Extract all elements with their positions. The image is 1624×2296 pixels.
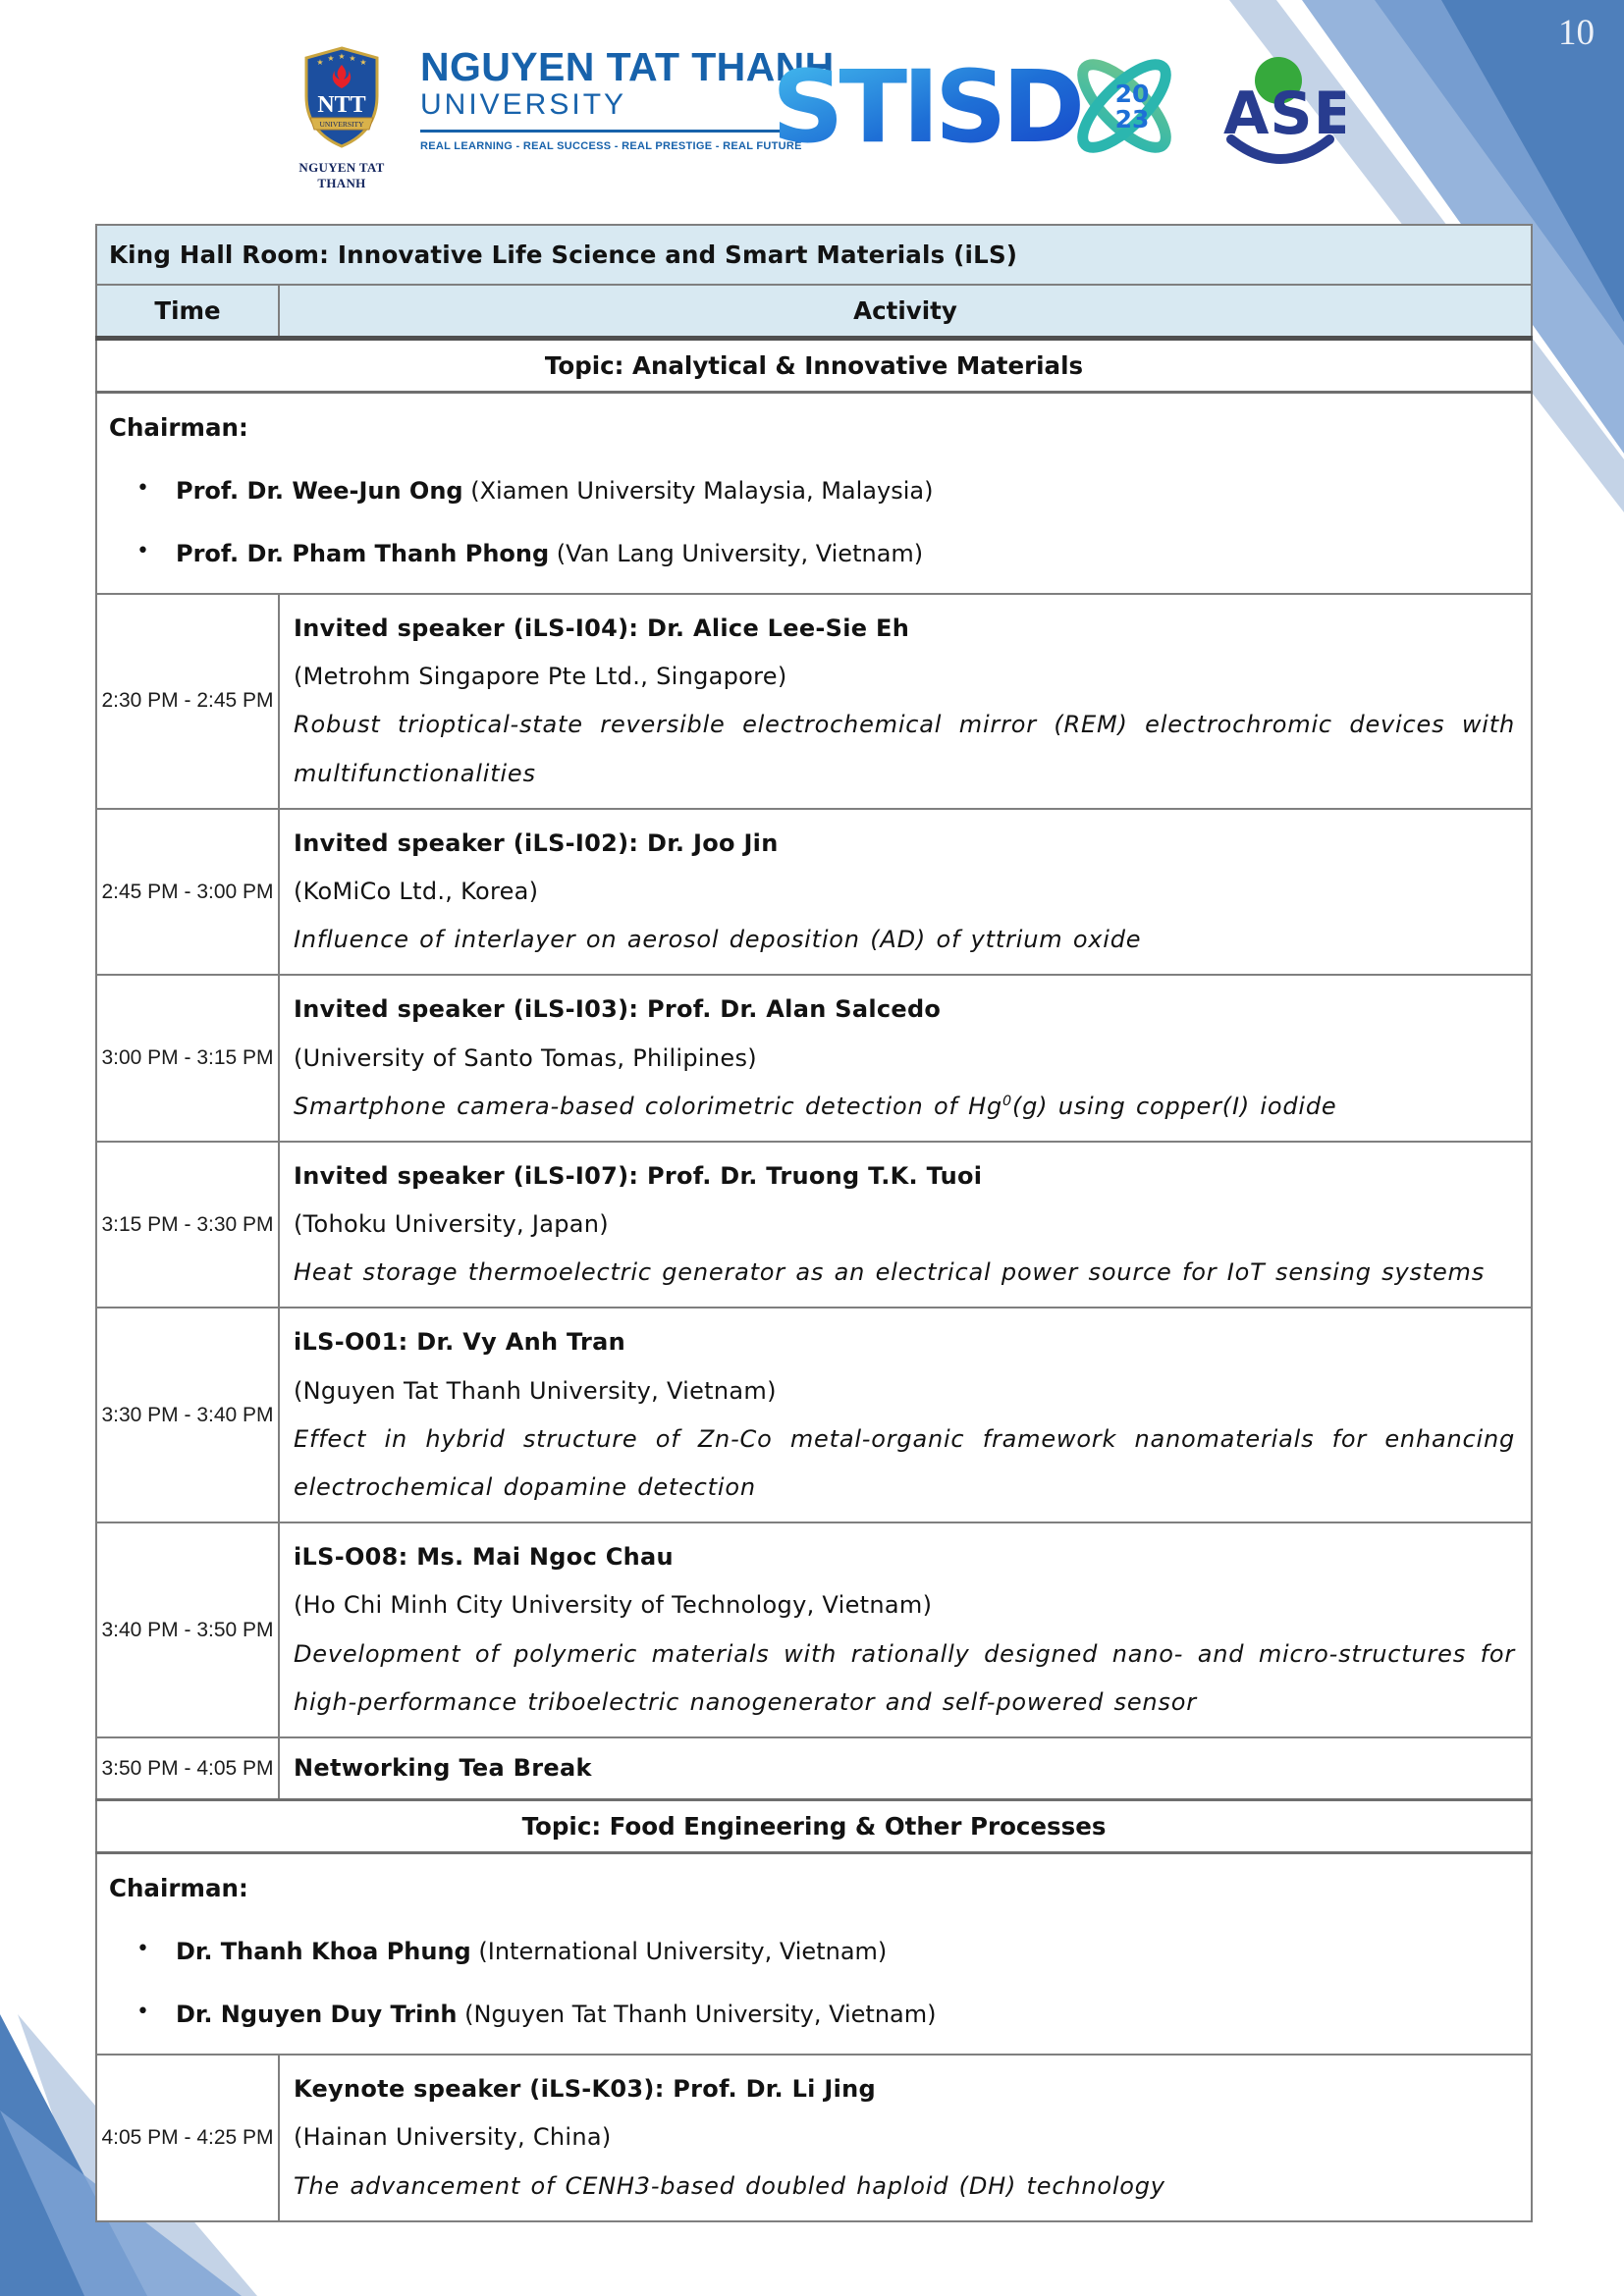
svg-text:★: ★ (327, 54, 335, 63)
session-title: Heat storage thermoelectric generator as an electrical power source for IoT sensing systems (294, 1258, 1486, 1287)
session-heading: iLS-O01: Dr. Vy Anh Tran (294, 1328, 626, 1357)
session-affiliation: (Tohoku University, Japan) (294, 1210, 609, 1239)
activity-cell (279, 809, 1532, 976)
session-heading: iLS-O08: Ms. Mai Ngoc Chau (294, 1543, 674, 1572)
svg-text:★: ★ (359, 58, 367, 67)
chairman-member-name: Dr. Nguyen Duy Trinh (176, 2001, 458, 2029)
activity-cell (279, 2055, 1532, 2221)
activity-cell (279, 1142, 1532, 1308)
stisd-2023-logo (776, 45, 1188, 172)
activity-cell (279, 1308, 1532, 1522)
session-heading: Keynote speaker (iLS-K03): Prof. Dr. Li Jing (294, 2075, 876, 2104)
session-title: Smartphone camera-based colorimetric detection of Hg$^0$(g) using copper(I) iodide (294, 1092, 1337, 1120)
bullet-icon: • (136, 539, 149, 563)
chairman-item (136, 530, 1517, 577)
chairman-item (136, 467, 1517, 514)
table-row (96, 1853, 1532, 2056)
stisd-wordmark: STISD (776, 49, 1081, 166)
bullet-icon: • (136, 1937, 149, 1962)
session-heading: Invited speaker (iLS-I03): Prof. Dr. Alan Salcedo (294, 995, 942, 1024)
activity-cell (279, 1737, 1532, 1800)
table-row (96, 975, 1532, 1142)
session-title: Influence of interlayer on aerosol deposition (AD) of yttrium oxide (294, 926, 1142, 954)
chairman-member-text: Prof. Dr. Wee-Jun Ong (Xiamen University Malaysia, Malaysia) (176, 477, 934, 505)
room-title-row (96, 225, 1532, 285)
session-title: The advancement of CENH3-based doubled haploid (DH) technology (294, 2171, 1165, 2200)
page-number: 10 (1558, 13, 1595, 53)
chairman-label: Chairman: (109, 413, 248, 442)
chairman-member-text: Dr. Nguyen Duy Trinh (Nguyen Tat Thanh University, Vietnam) (176, 2001, 937, 2029)
session-affiliation: (KoMiCo Ltd., Korea) (294, 877, 539, 905)
chairman-member-text: Dr. Thanh Khoa Phung (International University, Vietnam) (176, 1938, 888, 1966)
topic-row-label: Topic: Food Engineering & Other Processes (96, 1800, 1532, 1853)
chairman-member-text: Prof. Dr. Pham Thanh Phong (Van Lang University, Vietnam) (176, 540, 924, 567)
session-affiliation: (Hainan University, China) (294, 2123, 612, 2152)
svg-text:NTT: NTT (317, 92, 366, 118)
time-cell: 3:30 PM - 3:40 PM (96, 1308, 279, 1522)
ntt-shield-banner: UNIVERSITY (319, 120, 364, 129)
ntt-university-logo (287, 44, 835, 191)
session-affiliation: (University of Santo Tomas, Philipines) (294, 1043, 757, 1072)
col-header-time: Time (96, 285, 279, 339)
table-row (96, 339, 1532, 393)
chairman-member-name: Prof. Dr. Pham Thanh Phong (176, 540, 550, 567)
chairman-member-name: Prof. Dr. Wee-Jun Ong (176, 477, 463, 505)
ntt-divider (420, 130, 785, 133)
activity-cell (279, 975, 1532, 1142)
chairman-member-name: Dr. Thanh Khoa Phung (176, 1938, 471, 1966)
session-heading: Networking Tea Break (294, 1753, 592, 1782)
chairman-cell (96, 1853, 1532, 2056)
ntt-logo-text (420, 44, 835, 152)
chairman-item (136, 1928, 1517, 1975)
time-cell: 3:15 PM - 3:30 PM (96, 1142, 279, 1308)
atom-2023-icon (1071, 53, 1178, 160)
ntt-tagline: REAL LEARNING - REAL SUCCESS - REAL PRESTIGE - REAL FUTURE (420, 139, 802, 152)
session-heading: Invited speaker (iLS-I07): Prof. Dr. Truong T.K. Tuoi (294, 1161, 983, 1190)
session-heading: Invited speaker (iLS-I02): Dr. Joo Jin (294, 828, 779, 857)
session-affiliation: (Metrohm Singapore Pte Ltd., Singapore) (294, 663, 787, 691)
room-title: King Hall Room: Innovative Life Science and Smart Materials (iLS) (96, 225, 1532, 285)
table-row (96, 1142, 1532, 1308)
ase-wordmark: ASE (1223, 80, 1345, 148)
time-cell: 2:45 PM - 3:00 PM (96, 809, 279, 976)
table-row (96, 1737, 1532, 1800)
session-affiliation: (Nguyen Tat Thanh University, Vietnam) (294, 1376, 777, 1405)
stisd-year-top: 20 (1114, 80, 1150, 108)
session-title: Effect in hybrid structure of Zn-Co metal-organic framework nanomaterials for enhancing electrochemical dopamine detection (294, 1424, 1515, 1501)
activity-cell (279, 1522, 1532, 1737)
time-cell: 4:05 PM - 4:25 PM (96, 2055, 279, 2221)
topic-row-label: Topic: Analytical & Innovative Materials (96, 339, 1532, 393)
chairman-item (136, 1991, 1517, 2038)
schedule-table (95, 224, 1533, 2222)
time-cell: 3:00 PM - 3:15 PM (96, 975, 279, 1142)
session-heading: Invited speaker (iLS-I04): Dr. Alice Lee-Sie Eh (294, 614, 910, 642)
ntt-name: NGUYEN TAT THANH (420, 44, 835, 89)
time-cell: 3:50 PM - 4:05 PM (96, 1737, 279, 1800)
table-row (96, 1800, 1532, 1853)
svg-text:★: ★ (349, 54, 356, 63)
table-row (96, 809, 1532, 976)
session-title: Development of polymeric materials with rationally designed nano- and micro-structures for high-performance triboelectric nanogenerator and self-powered sensor (294, 1639, 1515, 1716)
svg-text:★: ★ (316, 58, 324, 67)
table-row (96, 393, 1532, 595)
schedule-body (96, 225, 1532, 2221)
ase-logo (1216, 53, 1345, 173)
stisd-year-bottom: 23 (1114, 105, 1150, 133)
table-row (96, 1522, 1532, 1737)
table-row (96, 2055, 1532, 2221)
bullet-icon: • (136, 2000, 149, 2025)
activity-cell (279, 594, 1532, 809)
table-row (96, 594, 1532, 809)
svg-text:★: ★ (338, 52, 346, 61)
column-header-row (96, 285, 1532, 339)
chairman-cell (96, 393, 1532, 595)
chairman-label: Chairman: (109, 1874, 248, 1903)
ntt-university-word: UNIVERSITY (420, 88, 627, 122)
table-row (96, 1308, 1532, 1522)
time-cell: 3:40 PM - 3:50 PM (96, 1522, 279, 1737)
time-cell: 2:30 PM - 2:45 PM (96, 594, 279, 809)
col-header-activity: Activity (279, 285, 1532, 339)
ntt-shield-caption: NGUYEN TAT THANH (298, 160, 385, 190)
header-logo-band (0, 39, 1624, 190)
session-title: Robust trioptical-state reversible electrochemical mirror (REM) electrochromic devices with multifunctionalities (294, 711, 1515, 787)
bullet-icon: • (136, 476, 149, 501)
session-affiliation: (Ho Chi Minh City University of Technology, Vietnam) (294, 1591, 933, 1620)
ntt-shield-icon (287, 45, 397, 191)
